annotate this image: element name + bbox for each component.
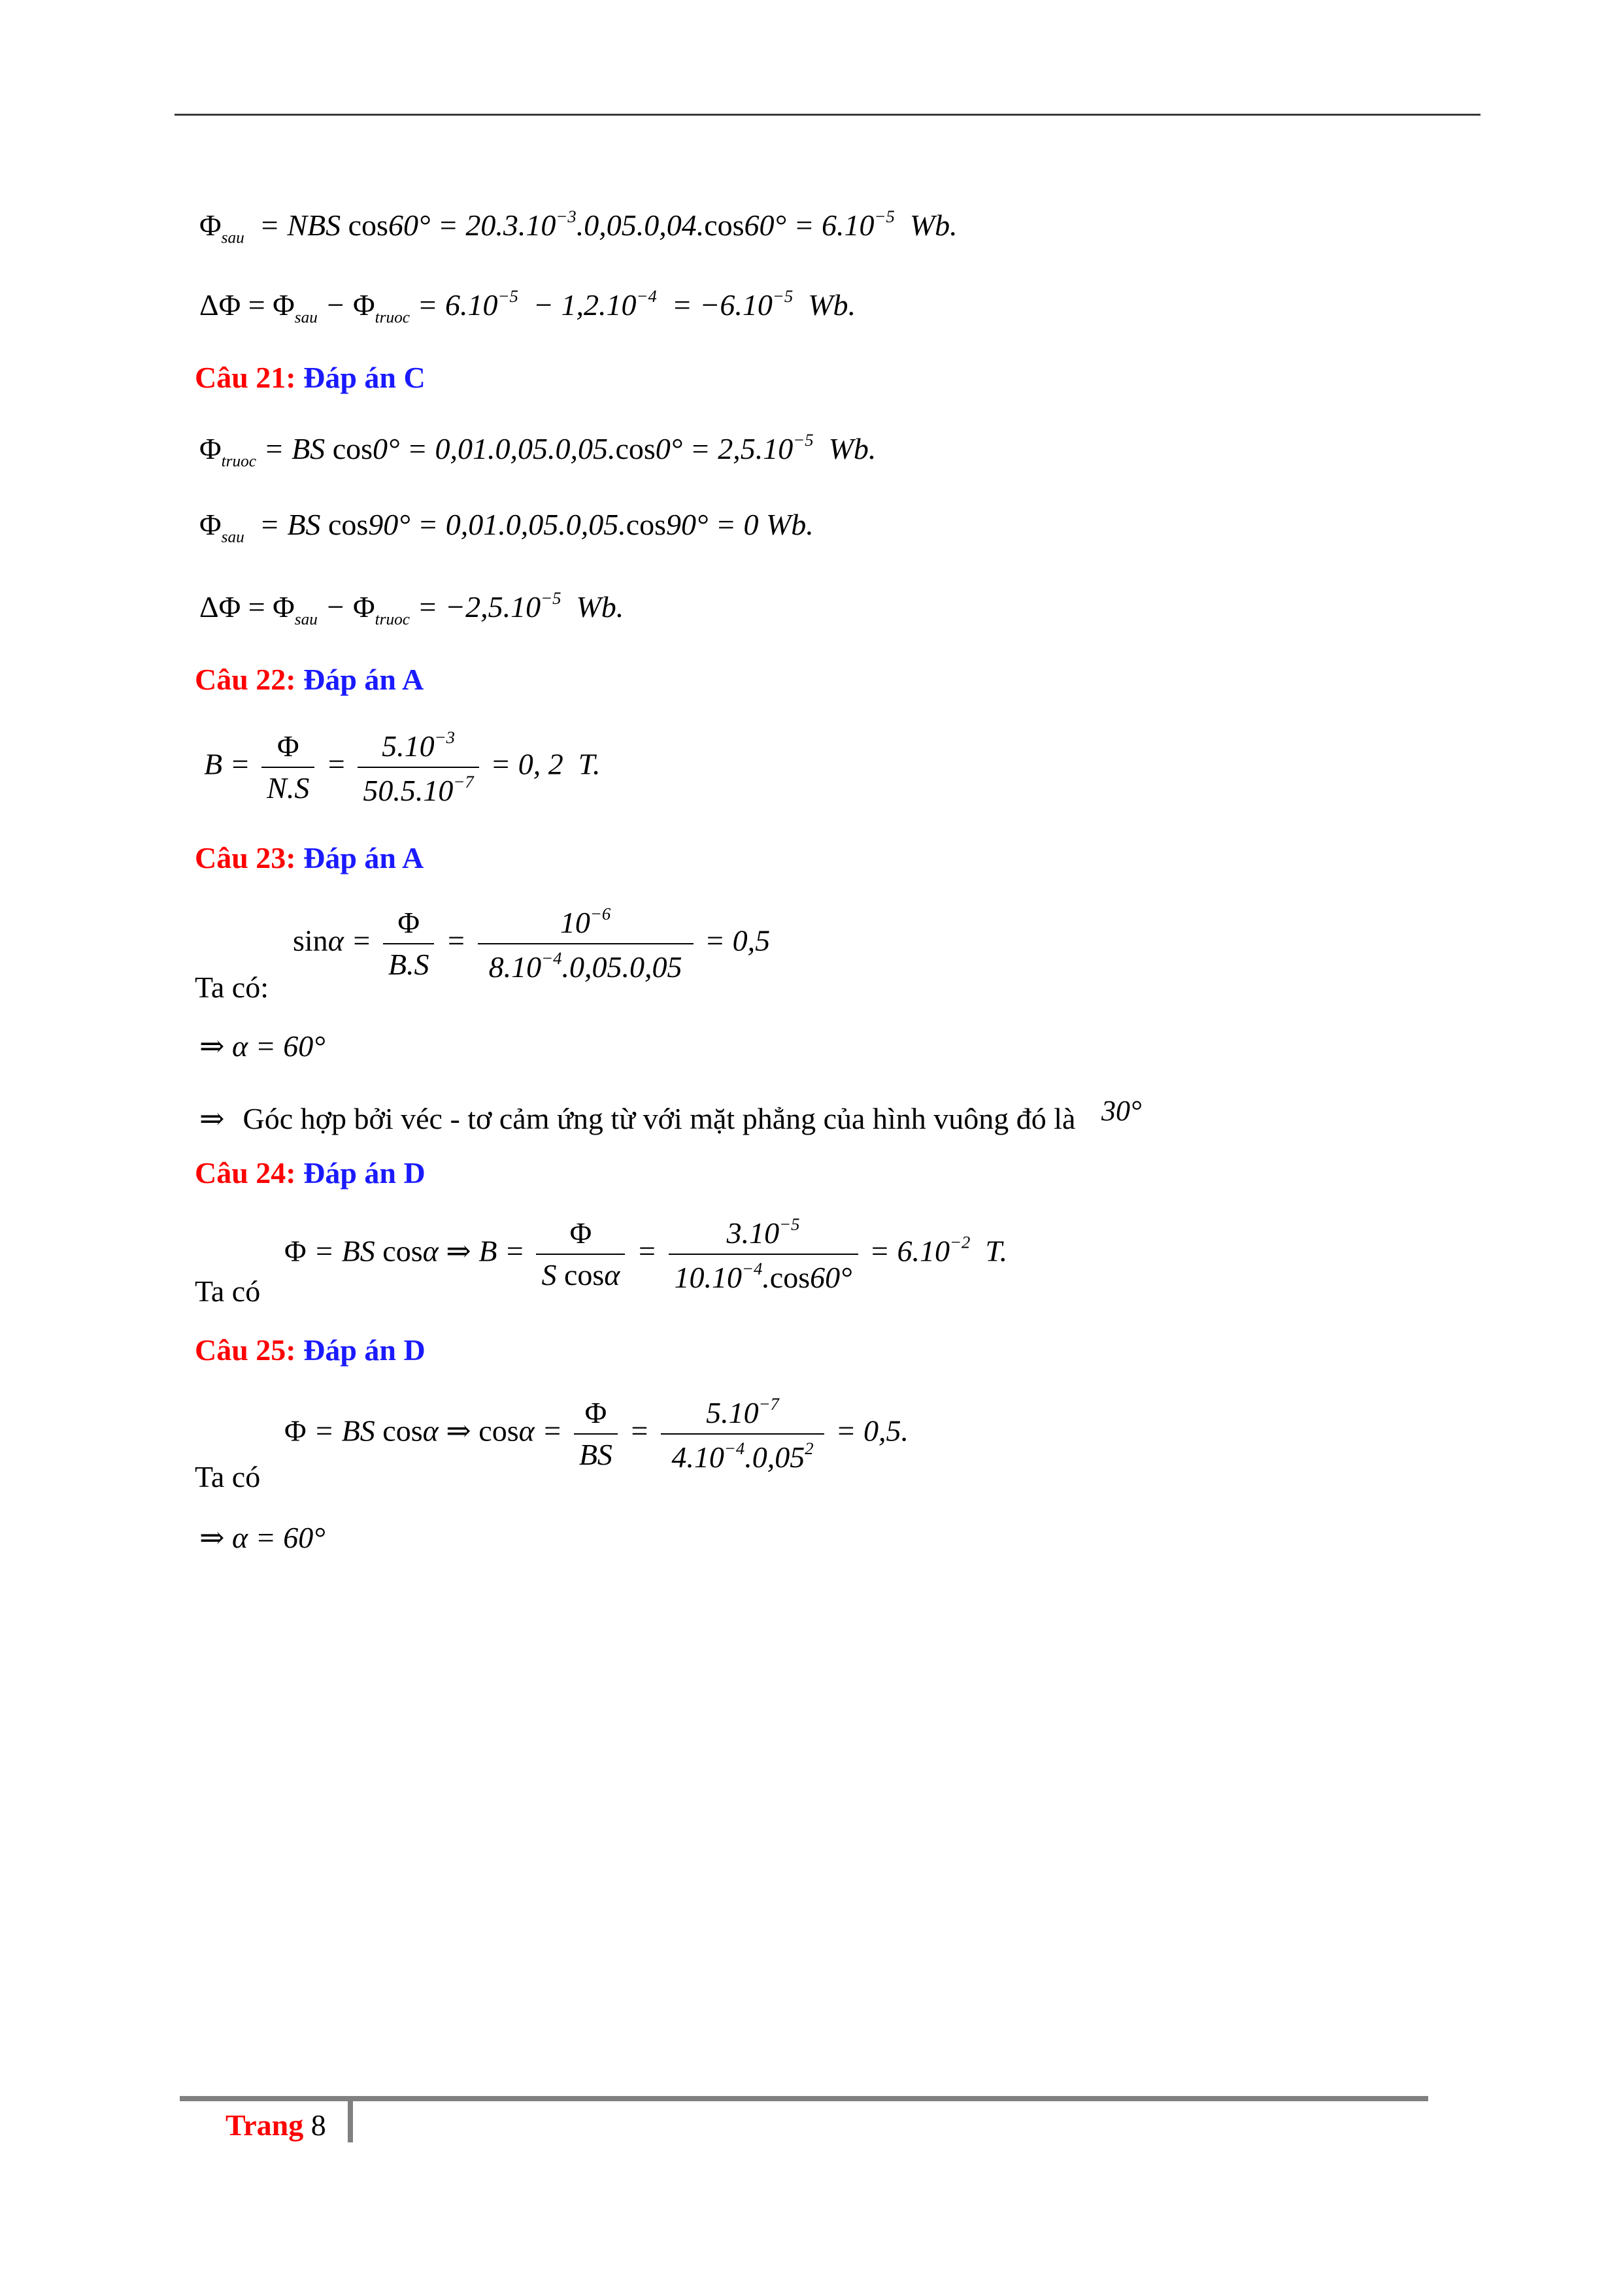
page-number: 8 <box>310 2108 326 2142</box>
answer-label: Đáp án D <box>303 1333 426 1367</box>
question-number: Câu 23: <box>195 841 296 874</box>
equation-delta-phi-20: $\Delta\Phi = \Phi_{sau} - \Phi_{truoc} = 6.10^{-5} - 1,2.10^{-4} = -6.10^{-5}$ Wb. <box>199 286 856 327</box>
question-heading-25 <box>195 1335 426 1365</box>
question-number: Câu 24: <box>195 1156 296 1190</box>
footer-rule <box>180 2096 1428 2101</box>
ta-co-label: Ta có: <box>195 971 269 1004</box>
page-footer <box>226 2106 326 2145</box>
answer-label: Đáp án C <box>303 361 426 394</box>
question-number: Câu 22: <box>195 663 296 696</box>
note-angle-23: ⇒ Góc hợp bởi véc - tơ cảm ứng từ với mặt phẳng của hình vuông đó là 30° <box>199 1095 1142 1136</box>
equation-sin-23: sinα = $\frac{\Phi}{B.S}$ = $\frac{10^{-6}}{8.10^{-4}.0,05.0,05}$ = 0,5 <box>293 904 771 984</box>
question-heading-22 <box>195 665 424 695</box>
equation-alpha-23: ⇒ α = 60° <box>199 1029 326 1063</box>
note-text: Góc hợp bởi véc - tơ cảm ứng từ với mặt phẳng của hình vuông đó là <box>243 1102 1076 1136</box>
equation-delta-phi-21: $\Delta\Phi = \Phi_{sau} - \Phi_{truoc} = -2,5.10^{-5}$ Wb. <box>199 588 624 629</box>
ta-co-label: Ta có <box>195 1460 261 1493</box>
equation-phi-truoc-21: $\Phi_{truoc}$ = BS $\cos 0^\circ = 0,01.0,05.0,05.\cos 0^\circ = 2,5.10^{-5}$ Wb. <box>199 430 877 471</box>
answer-label: Đáp án A <box>303 663 424 696</box>
question-heading-21 <box>195 363 426 393</box>
answer-label: Đáp án A <box>303 841 424 874</box>
page-label: Trang <box>226 2108 304 2142</box>
equation-25: Φ = BS cosα ⇒ cosα = $\frac{\Phi}{BS}$ = $\frac{5.10^{-7}}{4.10^{-4}.0,05^2}$ = 0,5. <box>284 1394 909 1474</box>
answer-label: Đáp án D <box>303 1156 426 1190</box>
note-value: 30° <box>1101 1095 1142 1127</box>
question-number: Câu 25: <box>195 1333 296 1367</box>
equation-alpha-25: ⇒ α = 60° <box>199 1521 326 1554</box>
ta-co-label: Ta có <box>195 1274 261 1308</box>
equation-phi-sau-21: $\Phi_{sau}$ = BS cos90° = 0,01.0,05.0,05.cos90° = 0 Wb. <box>199 508 814 546</box>
footer-divider <box>348 2099 353 2142</box>
header-rule <box>175 114 1481 116</box>
equation-24: Φ = BS cosα ⇒ B = $\frac{\Phi}{\text{S cosα}}$ = $\frac{3.10^{-5}}{10.10^{-4}.\cos 60^\circ}$ = $6.10^{-2}$ T. <box>284 1214 1008 1294</box>
equation-phi-sau-20: $\Phi_{sau}$ = NBS $\cos 60^\circ = 20.3.10^{-3}.0,05.0,04.\cos 60^\circ = 6.10^{-5}$ Wb. <box>199 207 958 247</box>
equation-b-22: B = $\frac{\Phi}{N.S}$ = $\frac{5.10^{-3}}{50.5.10^{-7}}$ = 0, 2 T. <box>204 727 601 807</box>
question-number: Câu 21: <box>195 361 296 394</box>
question-heading-23 <box>195 843 424 873</box>
question-heading-24 <box>195 1158 426 1188</box>
